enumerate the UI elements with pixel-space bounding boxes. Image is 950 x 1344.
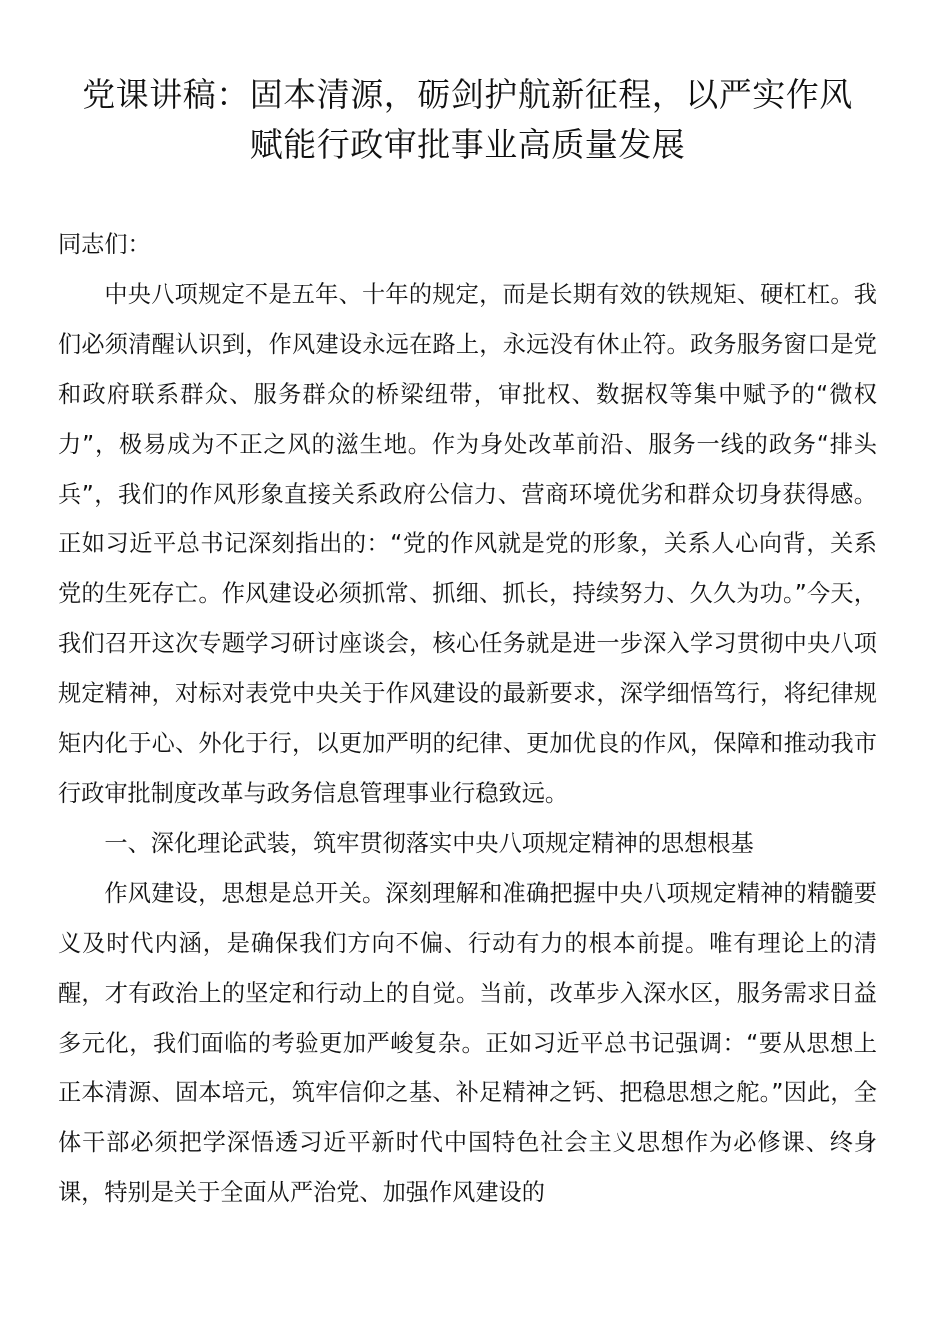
section-paragraph: 作风建设，思想是总开关。深刻理解和准确把握中央八项规定精神的精髓要义及时代内涵，是确保我们方向不偏、行动有力的根本前提。唯有理论上的清醒，才有政治上的坚定和行动上的自觉。当前，改革步入深水区，服务需求日益多元化，我们面临的考验更加严峻复杂。正如习近平总书记强调：“要从思想上正本清源、固本培元，筑牢信仰之基、补足精神之钙、把稳思想之舵。”因此，全体干部必须把学深悟透习近平新时代中国特色社会主义思想作为必修课、终身课，特别是关于全面从严治党、加强作风建设的	[58, 879, 877, 1207]
section-heading: 一、深化理论武装，筑牢贯彻落实中央八项规定精神的思想根基	[104, 829, 754, 857]
document-title-line-1: 党课讲稿：固本清源，砺剑护航新征程，以严实作风	[82, 75, 853, 114]
document-title-line-2: 赋能行政审批事业高质量发展	[249, 125, 686, 164]
opening-paragraph: 中央八项规定不是五年、十年的规定，而是长期有效的铁规矩、硬杠杠。我们必须清醒认识到，作风建设永远在路上，永远没有休止符。政务服务窗口是党和政府联系群众、服务群众的桥梁纽带，审批权、数据权等集中赋予的“微权力”，极易成为不正之风的滋生地。作为身处改革前沿、服务一线的政务“排头兵”，我们的作风形象直接关系政府公信力、营商环境优劣和群众切身获得感。正如习近平总书记深刻指出的：“党的作风就是党的形象，关系人心向背，关系党的生死存亡。作风建设必须抓常、抓细、抓长，持续努力、久久为功。”今天，我们召开这次专题学习研讨座谈会，核心任务就是进一步深入学习贯彻中央八项规定精神，对标对表党中央关于作风建设的最新要求，深学细悟笃行，将纪律规矩内化于心、外化于行，以更加严明的纪律、更加优良的作风，保障和推动我市行政审批制度改革与政务信息管理事业行稳致远。	[58, 280, 877, 807]
document-title	[58, 70, 877, 170]
greeting: 同志们：	[58, 231, 151, 258]
document-body	[58, 220, 877, 1218]
